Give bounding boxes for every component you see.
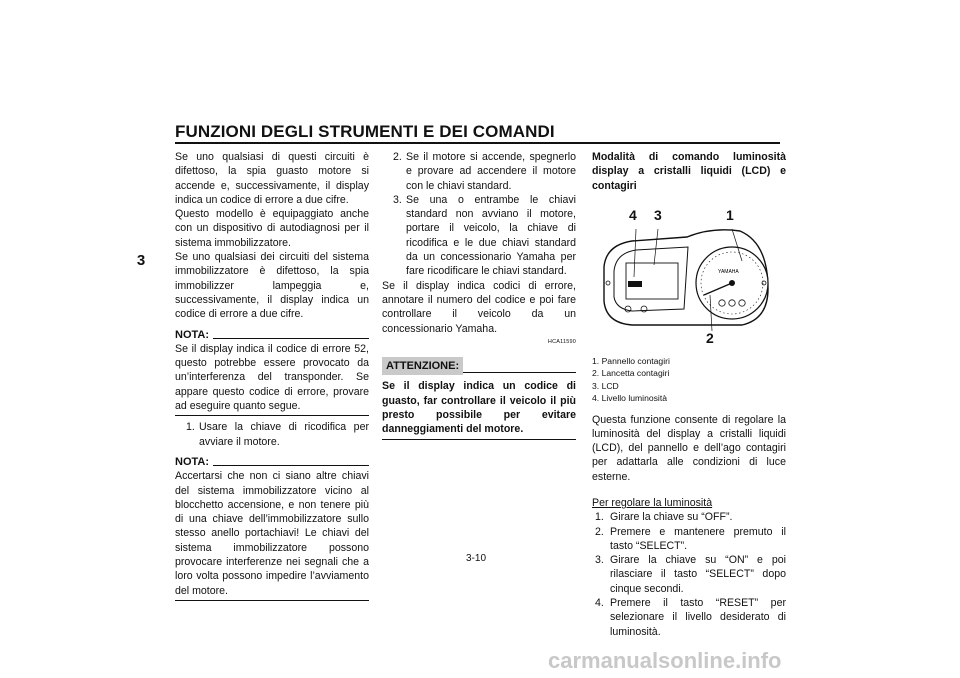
list-text: Premere e mantenere premuto il tasto “SELECT”.: [610, 525, 786, 552]
caption-item: [592, 380, 786, 392]
list-text: Girare la chiave su “ON” e poi rilasciare il tasto “SELECT” dopo cinque secondi.: [610, 554, 786, 595]
list-item: [592, 553, 786, 596]
note-heading: [175, 328, 369, 342]
caption-number: 4.: [592, 393, 600, 404]
paragraph: Questo modello è equipaggiato anche con un dispositivo di autodiagnosi per il sistema immobilizzatore.: [175, 208, 369, 249]
paragraph: Questa funzione consente di regolare la luminosità del display a cristalli liquidi (LCD), del pannello e dell’ago contagiri per adattarla alle condizioni di luce esterne.: [592, 413, 786, 483]
caption-text: Pannello contagiri: [601, 355, 670, 366]
instrument-cluster-figure: [592, 197, 782, 351]
column-3: [592, 150, 786, 639]
warning-text: Se il display indica un codice di guasto, far controllare il veicolo il più presto possibile per evitare danneggiamenti del motore.: [382, 380, 576, 436]
warning-label: ATTENZIONE:: [382, 357, 463, 375]
subheading: Per regolare la luminosità: [592, 497, 713, 509]
list-item: [592, 596, 786, 639]
watermark: carmanualsonline.info: [548, 648, 782, 673]
list-text: Girare la chiave su “OFF”.: [610, 511, 733, 524]
caption-number: 3.: [592, 380, 600, 391]
note-label: NOTA:: [175, 455, 210, 468]
list-number: 2.: [393, 151, 402, 163]
note-label: NOTA:: [175, 328, 210, 341]
list-number: 2.: [595, 525, 604, 538]
list-number: 1.: [595, 511, 604, 524]
caption-item: [592, 392, 786, 404]
caption-item: [592, 355, 786, 367]
list-text: Usare la chiave di ricodifica per avviare il motore.: [199, 421, 369, 448]
list-number: 3.: [393, 193, 402, 206]
list-item: [592, 525, 786, 554]
callout-3: 3: [654, 206, 662, 223]
chapter-tab: [128, 248, 154, 274]
list-number: 1.: [186, 421, 195, 434]
page-title: FUNZIONI DEGLI STRUMENTI E DEI COMANDI: [175, 122, 555, 141]
column-1: [175, 150, 369, 605]
note-text: Accertarsi che non ci siano altre chiavi del sistema immobilizzatore vicino al blocchetto accensione, e non tenere più di una chiave dell’immobilizzatore sullo stesso anello portachiavi! Le chiavi del sistema immobilizzatore possono provocare interferenze nei segnali che a loro volta possono impedire l’avviamento del motore.: [175, 470, 369, 597]
warning-heading: [382, 357, 576, 375]
column-2: [382, 150, 576, 444]
caption-text: Livello luminosità: [601, 393, 668, 404]
callout-1: 1: [726, 206, 734, 223]
caption-text: Lancetta contagiri: [601, 368, 670, 379]
list-item: [175, 420, 369, 449]
section-heading: Modalità di comando luminosità display a cristalli liquidi (LCD) e contagiri: [592, 151, 786, 192]
paragraph: Se il display indica codici di errore, annotare il numero del codice e poi fare controllare il veicolo da un concessionario Yamaha.: [382, 279, 576, 335]
caption-number: 2.: [592, 368, 600, 379]
note-text: Se il display indica il codice di errore 52, questo potrebbe essere provocato da un’interferenza del transponder. Se appare questo codice di errore, provare ad eseguire quanto segue.: [175, 342, 369, 413]
list-number: 3.: [595, 554, 604, 567]
list-item: [592, 510, 786, 524]
callout-4: 4: [629, 206, 637, 223]
instrument-cluster-illustration: [592, 197, 782, 351]
chapter-number: 3: [136, 252, 146, 269]
reference-code: HCA11590: [547, 338, 576, 345]
paragraph: Se uno qualsiasi di questi circuiti è difettoso, la spia guasto motore si accende e, successivamente, il display indica un codice di errore a due cifre.: [175, 151, 369, 206]
paragraph: Se uno qualsiasi dei circuiti del sistema immobilizzatore è difettoso, la spia immobilizzer lampeggia e, successivamente, il display indica un codice di errore a due cifre.: [175, 251, 369, 321]
title-rule: [175, 142, 780, 144]
figure-captions: [592, 355, 786, 405]
list-text: Se una o entrambe le chiavi standard non avviano il motore, portare il veicolo, la chiave di ricodifica e le due chiavi standard da un concessionario Yamaha per fare ricodificare le chiavi standard.: [406, 193, 576, 278]
caption-text: LCD: [601, 380, 619, 391]
list-number: 4.: [595, 597, 604, 610]
list-item: [382, 193, 576, 279]
callout-2: 2: [706, 329, 714, 346]
page-number: 3-10: [466, 553, 487, 564]
list-text: Se il motore si accende, spegnerlo e provare ad accendere il motore con le chiavi standard.: [406, 151, 576, 192]
note-heading: [175, 455, 369, 469]
list-text: Premere il tasto “RESET” per selezionare il livello desiderato di luminosità.: [610, 597, 786, 638]
list-item: [382, 150, 576, 193]
caption-number: 1.: [592, 355, 600, 366]
brand-mark: YAMAHA: [718, 268, 739, 275]
caption-item: [592, 367, 786, 379]
